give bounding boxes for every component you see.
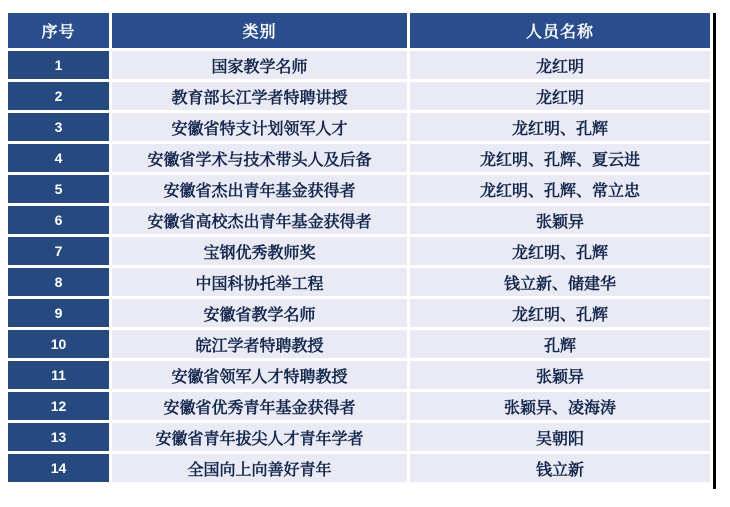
names-cell: 龙红明、孔辉: [410, 299, 710, 327]
column-header-no: 序号: [8, 13, 109, 48]
category-cell: 宝钢优秀教师奖: [112, 237, 407, 265]
category-cell: 全国向上向善好青年: [112, 454, 407, 482]
category-cell: 安徽省杰出青年基金获得者: [112, 175, 407, 203]
table-body: [8, 51, 710, 482]
table-row: [8, 392, 710, 420]
table-row: [8, 113, 710, 141]
row-number-cell: 9: [8, 299, 109, 327]
table-row: [8, 237, 710, 265]
row-number-cell: 10: [8, 330, 109, 358]
column-header-category: 类别: [112, 13, 407, 48]
category-cell: 中国科协托举工程: [112, 268, 407, 296]
table-row: [8, 144, 710, 172]
names-cell: 龙红明、孔辉、夏云进: [410, 144, 710, 172]
names-cell: 龙红明: [410, 82, 710, 110]
row-number-cell: 11: [8, 361, 109, 389]
table-row: [8, 299, 710, 327]
category-cell: 安徽省学术与技术带头人及后备: [112, 144, 407, 172]
awards-table: [5, 10, 713, 485]
row-number-cell: 7: [8, 237, 109, 265]
table-row: [8, 330, 710, 358]
category-cell: 安徽省高校杰出青年基金获得者: [112, 206, 407, 234]
table-header: [8, 13, 710, 48]
table-row: [8, 82, 710, 110]
row-number-cell: 3: [8, 113, 109, 141]
column-header-names: 人员名称: [410, 13, 710, 48]
header-row: [8, 13, 710, 48]
row-number-cell: 6: [8, 206, 109, 234]
category-cell: 国家教学名师: [112, 51, 407, 79]
names-cell: 钱立新、储建华: [410, 268, 710, 296]
names-cell: 龙红明、孔辉: [410, 237, 710, 265]
table-row: [8, 361, 710, 389]
category-cell: 教育部长江学者特聘讲授: [112, 82, 407, 110]
row-number-cell: 4: [8, 144, 109, 172]
row-number-cell: 14: [8, 454, 109, 482]
row-number-cell: 12: [8, 392, 109, 420]
table-row: [8, 206, 710, 234]
category-cell: 安徽省特支计划领军人才: [112, 113, 407, 141]
row-number-cell: 2: [8, 82, 109, 110]
names-cell: 钱立新: [410, 454, 710, 482]
names-cell: 孔辉: [410, 330, 710, 358]
table-row: [8, 175, 710, 203]
names-cell: 张颖异: [410, 206, 710, 234]
row-number-cell: 1: [8, 51, 109, 79]
category-cell: 皖江学者特聘教授: [112, 330, 407, 358]
row-number-cell: 13: [8, 423, 109, 451]
right-edge-line: [713, 13, 716, 489]
names-cell: 龙红明: [410, 51, 710, 79]
category-cell: 安徽省教学名师: [112, 299, 407, 327]
row-number-cell: 5: [8, 175, 109, 203]
names-cell: 张颖异、凌海涛: [410, 392, 710, 420]
category-cell: 安徽省优秀青年基金获得者: [112, 392, 407, 420]
names-cell: 龙红明、孔辉: [410, 113, 710, 141]
names-cell: 龙红明、孔辉、常立忠: [410, 175, 710, 203]
table-row: [8, 268, 710, 296]
category-cell: 安徽省青年拔尖人才青年学者: [112, 423, 407, 451]
row-number-cell: 8: [8, 268, 109, 296]
names-cell: 张颖异: [410, 361, 710, 389]
names-cell: 吴朝阳: [410, 423, 710, 451]
table-row: [8, 423, 710, 451]
table-row: [8, 454, 710, 482]
table-row: [8, 51, 710, 79]
category-cell: 安徽省领军人才特聘教授: [112, 361, 407, 389]
